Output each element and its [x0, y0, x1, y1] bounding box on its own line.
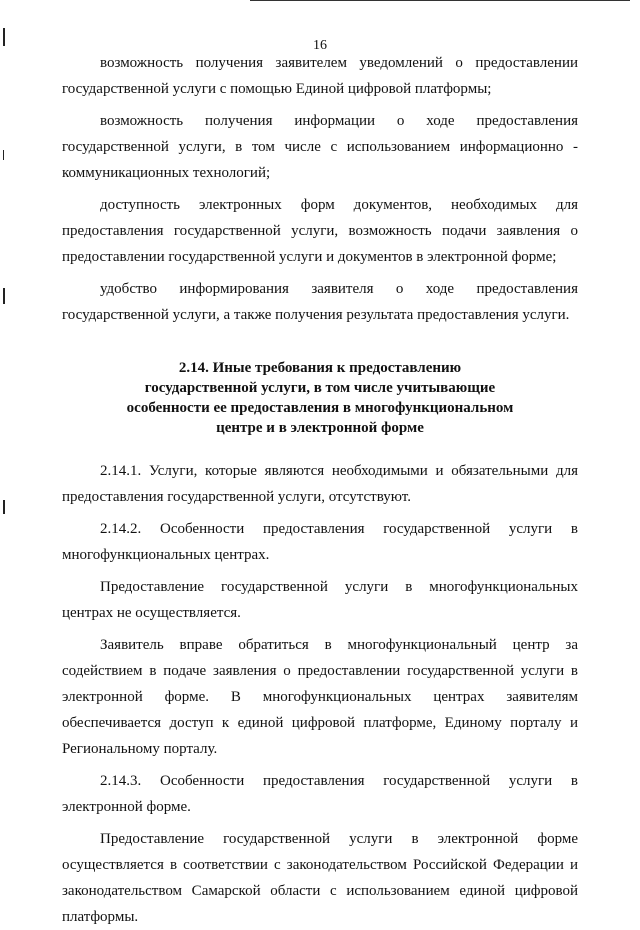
paragraph: возможность получения информации о ходе предоставления государственной услуги, в том числе с использованием информационно - коммуникационных технологий; — [62, 113, 578, 181]
paragraph: 2.14.3. Особенности предоставления государственной услуги в электронной форме. — [62, 773, 578, 815]
paragraph: 2.14.1. Услуги, которые являются необходимыми и обязательными для предоставления государственной услуги, отсутствуют. — [62, 463, 578, 505]
heading-line: 2.14. Иные требования к предоставлению — [178, 360, 462, 376]
paragraph: доступность электронных форм документов, необходимых для предоставления государственной услуги, возможность подачи заявления о предоставлении государственной услуги и документов в электронной форме; — [62, 197, 578, 265]
heading-line: особенности ее предоставления в многофункциональном — [126, 400, 514, 416]
heading-line: центре и в электронной форме — [216, 420, 424, 436]
scan-edge-mark — [3, 150, 4, 160]
scan-edge-mark — [3, 500, 5, 514]
paragraph: Предоставление государственной услуги в многофункциональных центрах не осуществляется. — [62, 579, 578, 621]
section-heading — [62, 358, 578, 438]
page-number: 16 — [313, 38, 327, 53]
scan-edge-mark — [3, 288, 5, 304]
document-body — [62, 50, 578, 930]
paragraph: Предоставление государственной услуги в электронной форме осуществляется в соответствии с законодательством Российской Федерации и законодательством Самарской области с использованием единой цифровой платформы. — [62, 831, 578, 925]
paragraph: возможность получения заявителем уведомлений о предоставлении государственной услуги с помощью Единой цифровой платформы; — [62, 55, 578, 97]
paragraph: Заявитель вправе обратиться в многофункциональный центр за содействием в подаче заявления о предоставлении государственной услуги в электронной форме. В многофункциональных центрах заявителям обеспечивается доступ к единой цифровой платформе, Единому порталу и Региональному порталу. — [62, 637, 578, 757]
heading-line: государственной услуги, в том числе учитывающие — [144, 380, 496, 396]
top-scan-rule — [250, 0, 630, 1]
paragraph: 2.14.2. Особенности предоставления государственной услуги в многофункциональных центрах. — [62, 521, 578, 563]
paragraph: удобство информирования заявителя о ходе предоставления государственной услуги, а также получения результата предоставления услуги. — [62, 281, 578, 323]
